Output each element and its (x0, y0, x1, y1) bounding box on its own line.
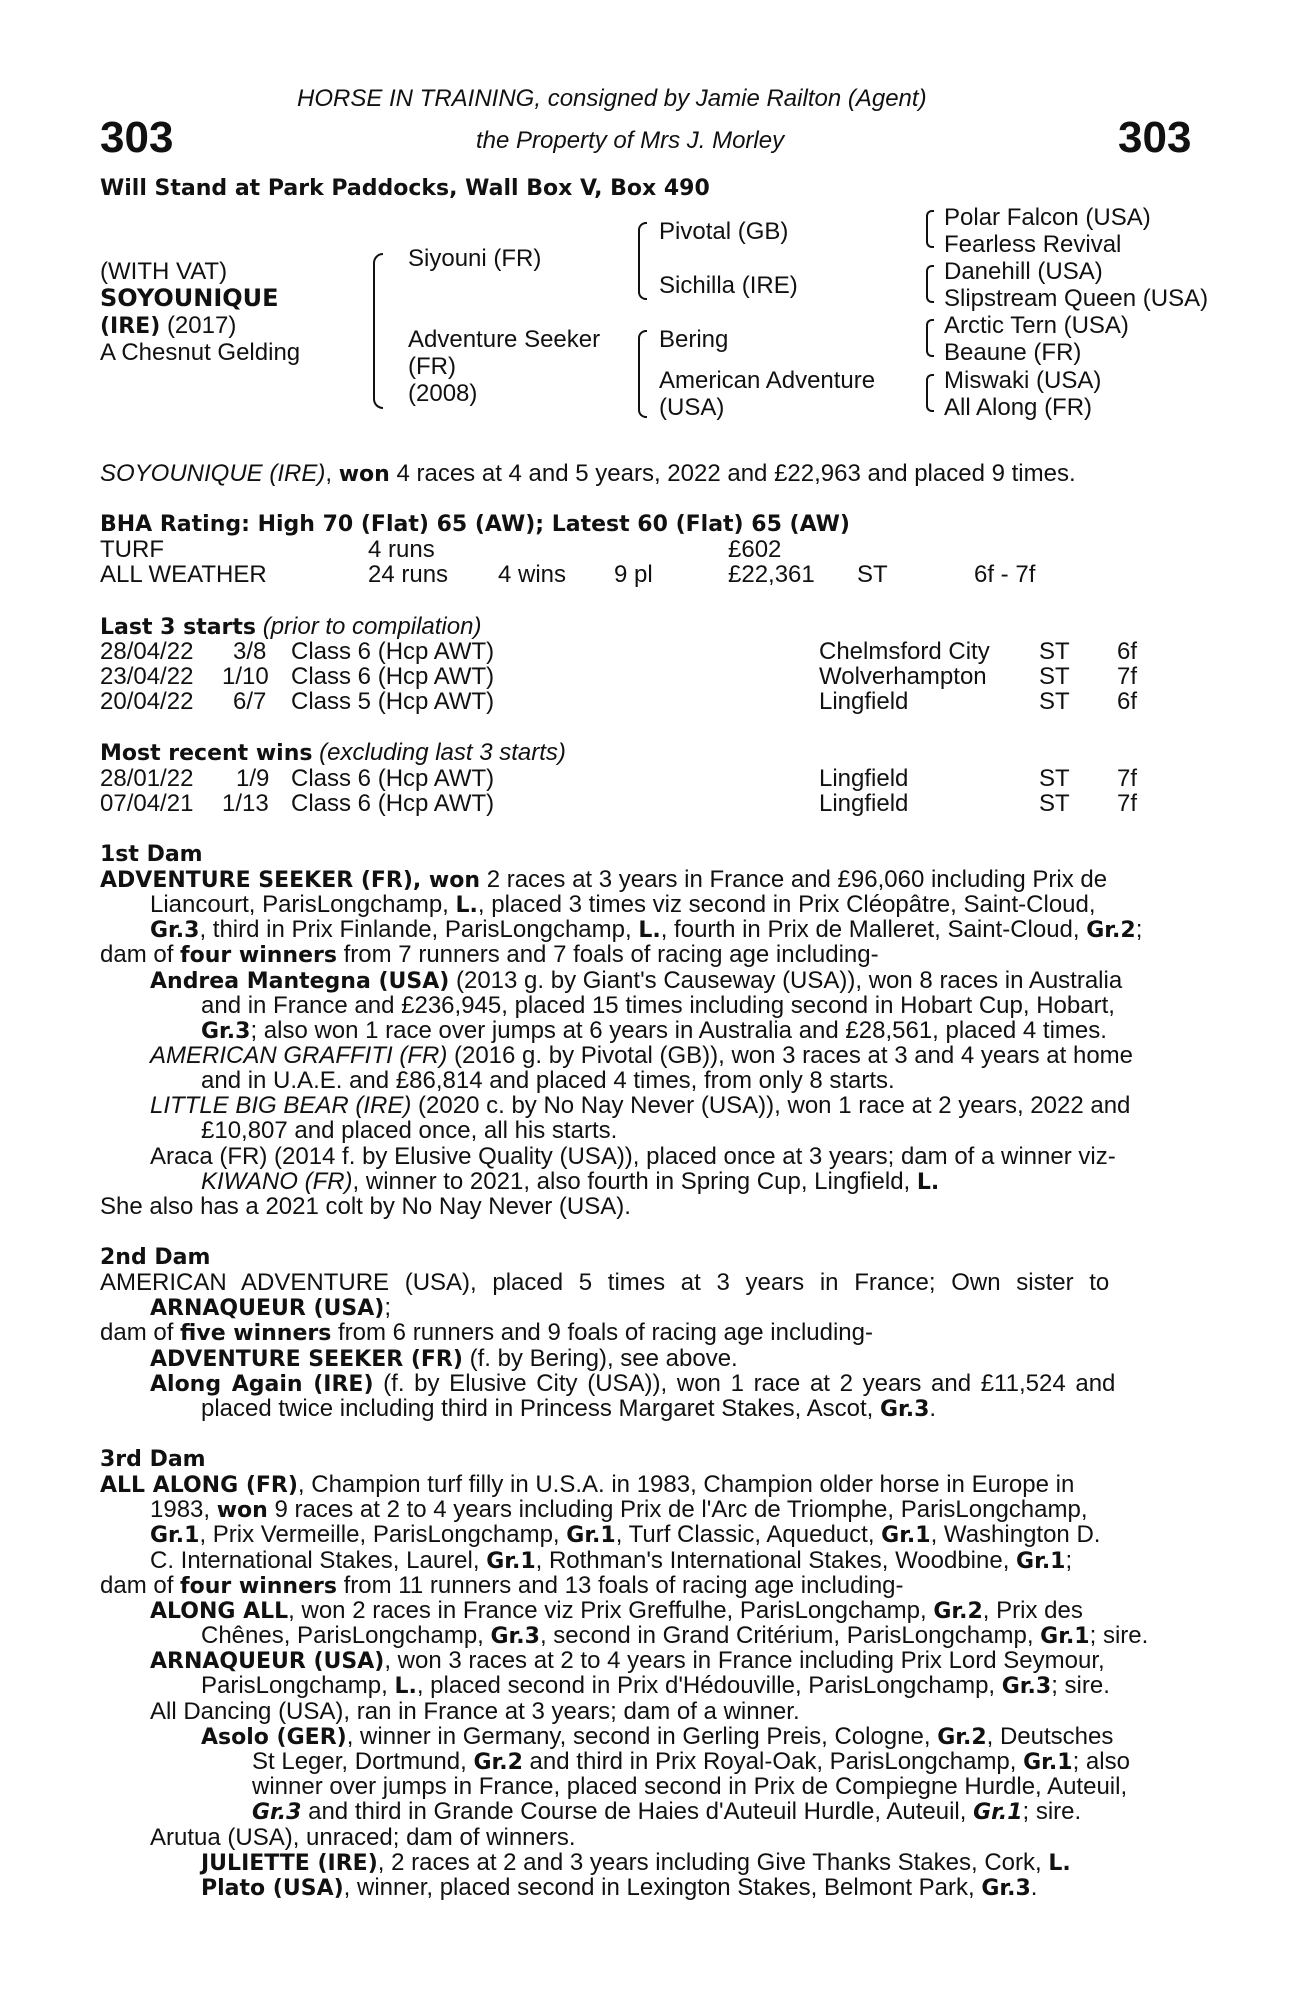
win-going: ST (1039, 765, 1070, 792)
aw-label: ALL WEATHER (100, 561, 267, 588)
turf-prize: £602 (728, 536, 782, 563)
text-line: dam of five winners from 6 runners and 9 foals of racing age including- (100, 1319, 873, 1346)
text-line: Along Again (IRE) (f. by Elusive City (USA)), won 1 race at 2 years and £11,524 and (150, 1370, 1116, 1397)
aw-wins: 4 wins (498, 561, 567, 588)
text-line: She also has a 2021 colt by No Nay Never (USA). (100, 1193, 631, 1220)
dam-dam: American Adventure (659, 367, 876, 394)
ped-sds: Danehill (USA) (944, 258, 1103, 285)
win-class: Class 6 (Hcp AWT) (291, 765, 495, 792)
start-position: 1/10 (222, 663, 269, 690)
text-line: £10,807 and placed once, all his starts. (201, 1117, 618, 1144)
text-line: LITTLE BIG BEAR (IRE) (2020 c. by No Nay Never (USA)), won 1 race at 2 years, 2022 and (150, 1092, 1131, 1119)
text-line: Gr.3; also won 1 race over jumps at 6 years in Australia and £28,561, placed 4 times. (201, 1017, 1107, 1044)
start-distance: 6f (1117, 638, 1138, 665)
ped-ssd: Fearless Revival (944, 231, 1122, 258)
horse-country-year: (IRE) (2017) (100, 312, 237, 339)
text-line: Gr.3, third in Prix Finlande, ParisLongchamp, L., fourth in Prix de Malleret, Saint-Cloud, Gr.2; (150, 916, 1143, 943)
text-line: JULIETTE (IRE), 2 races at 2 and 3 years including Give Thanks Stakes, Cork, L. (201, 1849, 1071, 1876)
section-heading: 2nd Dam (100, 1245, 211, 1270)
ped-dds: Miswaki (USA) (944, 367, 1102, 394)
aw-going: ST (857, 561, 888, 588)
start-position: 3/8 (233, 638, 267, 665)
sire: Siyouni (FR) (408, 245, 542, 272)
dam-dam-country: (USA) (659, 394, 725, 421)
text-line: and in U.A.E. and £86,814 and placed 4 times, from only 8 starts. (201, 1067, 895, 1094)
win-course: Lingfield (819, 790, 909, 817)
ped-ddd: All Along (FR) (944, 394, 1093, 421)
lot-number-right: 303 (1118, 113, 1192, 162)
section-heading: 1st Dam (100, 842, 203, 867)
turf-runs: 4 runs (368, 536, 435, 563)
win-date: 07/04/21 (100, 790, 194, 817)
dam: Adventure Seeker (408, 326, 601, 353)
text-line: Arutua (USA), unraced; dam of winners. (150, 1824, 576, 1851)
section-heading: 3rd Dam (100, 1447, 206, 1472)
win-distance: 7f (1117, 790, 1138, 817)
pedigree-brace-2 (926, 265, 934, 303)
text-line: Chênes, ParisLongchamp, Gr.3, second in Grand Critérium, ParisLongchamp, Gr.1; sire. (201, 1622, 1149, 1649)
text-line: and in France and £236,945, placed 15 times including second in Hobart Cup, Hobart, (201, 992, 1115, 1019)
text-line: 1983, won 9 races at 2 to 4 years including Prix de l'Arc de Triomphe, ParisLongchamp, (150, 1496, 1088, 1523)
text-line: All Dancing (USA), ran in France at 3 years; dam of a winner. (150, 1698, 800, 1725)
ped-dsd: Beaune (FR) (944, 339, 1082, 366)
text-line: Gr.3 and third in Grande Course de Haies d'Auteuil Hurdle, Auteuil, Gr.1; sire. (252, 1798, 1082, 1825)
bha-rating: BHA Rating: High 70 (Flat) 65 (AW); Latest 60 (Flat) 65 (AW) (100, 512, 850, 537)
ped-sss: Polar Falcon (USA) (944, 204, 1151, 231)
text-line: Andrea Mantegna (USA) (2013 g. by Giant's Causeway (USA)), won 8 races in Australia (150, 967, 1123, 994)
text-line: dam of four winners from 11 runners and 13 foals of racing age including- (100, 1572, 904, 1599)
text-line: Plato (USA), winner, placed second in Lexington Stakes, Belmont Park, Gr.3. (201, 1874, 1038, 1901)
recent-wins-heading: Most recent wins (excluding last 3 starts) (100, 739, 566, 766)
text-line: KIWANO (FR), winner to 2021, also fourth in Spring Cup, Lingfield, L. (201, 1168, 940, 1195)
text-line: ARNAQUEUR (USA); (150, 1294, 391, 1321)
start-going: ST (1039, 688, 1070, 715)
horse-name: SOYOUNIQUE (100, 284, 279, 312)
start-distance: 6f (1117, 688, 1138, 715)
text-line: AMERICAN GRAFFITI (FR) (2016 g. by Pivotal (GB)), won 3 races at 3 and 4 years at home (150, 1042, 1134, 1069)
text-line: St Leger, Dortmund, Gr.2 and third in Prix Royal-Oak, ParisLongchamp, Gr.1; also (252, 1748, 1130, 1775)
pedigree-brace-dam (638, 330, 647, 418)
start-class: Class 6 (Hcp AWT) (291, 663, 495, 690)
text-line: Gr.1, Prix Vermeille, ParisLongchamp, Gr.1, Turf Classic, Aqueduct, Gr.1, Washington D. (150, 1521, 1101, 1548)
start-course: Lingfield (819, 688, 909, 715)
start-class: Class 6 (Hcp AWT) (291, 638, 495, 665)
lot-number-left: 303 (100, 113, 174, 162)
win-date: 28/01/22 (100, 765, 194, 792)
aw-runs: 24 runs (368, 561, 449, 588)
win-class: Class 6 (Hcp AWT) (291, 790, 495, 817)
text-line: ALL ALONG (FR), Champion turf filly in U.S.A. in 1983, Champion older horse in Europe in (100, 1471, 1075, 1498)
win-position: 1/13 (222, 790, 269, 817)
start-course: Chelmsford City (819, 638, 990, 665)
pedigree-brace-3 (926, 319, 934, 357)
dam-sire: Bering (659, 326, 729, 353)
text-line: placed twice including third in Princess Margaret Stakes, Ascot, Gr.3. (201, 1395, 937, 1422)
text-line: winner over jumps in France, placed second in Prix de Compiegne Hurdle, Auteuil, (252, 1773, 1128, 1800)
start-distance: 7f (1117, 663, 1138, 690)
text-line: dam of four winners from 7 runners and 7 foals of racing age including- (100, 941, 879, 968)
win-position: 1/9 (236, 765, 270, 792)
start-going: ST (1039, 638, 1070, 665)
start-class: Class 5 (Hcp AWT) (291, 688, 495, 715)
sire-dam: Sichilla (IRE) (659, 272, 798, 299)
text-line: ParisLongchamp, L., placed second in Prix d'Hédouville, ParisLongchamp, Gr.3; sire. (201, 1672, 1110, 1699)
aw-prize: £22,361 (728, 561, 815, 588)
win-distance: 7f (1117, 765, 1138, 792)
pedigree-brace-1 (926, 210, 934, 248)
pedigree-brace-sire (638, 222, 647, 300)
pedigree-brace-4 (926, 374, 934, 412)
horse-description: A Chesnut Gelding (100, 339, 301, 366)
text-line: AMERICAN ADVENTURE (USA), placed 5 times at 3 years in France; Own sister to (100, 1269, 1110, 1296)
win-course: Lingfield (819, 765, 909, 792)
consignor-line: HORSE IN TRAINING, consigned by Jamie Railton (Agent) (297, 85, 927, 112)
ped-dss: Arctic Tern (USA) (944, 312, 1129, 339)
text-line: ALONG ALL, won 2 races in France viz Prix Greffulhe, ParisLongchamp, Gr.2, Prix des (150, 1597, 1083, 1624)
last3-heading: Last 3 starts (prior to compilation) (100, 613, 482, 640)
text-line: C. International Stakes, Laurel, Gr.1, Rothman's International Stakes, Woodbine, Gr.1; (150, 1547, 1073, 1574)
ped-sdd: Slipstream Queen (USA) (944, 285, 1209, 312)
win-going: ST (1039, 790, 1070, 817)
text-line: Araca (FR) (2014 f. by Elusive Quality (USA)), placed once at 3 years; dam of a winner viz- (150, 1143, 1116, 1170)
text-line: ADVENTURE SEEKER (FR), won 2 races at 3 years in France and £96,060 including Prix de (100, 866, 1108, 893)
start-position: 6/7 (233, 688, 267, 715)
start-date: 28/04/22 (100, 638, 194, 665)
vat-note: (WITH VAT) (100, 258, 228, 285)
dam-country: (FR) (408, 353, 456, 380)
race-summary: SOYOUNIQUE (IRE), won 4 races at 4 and 5 years, 2022 and £22,963 and placed 9 times. (100, 460, 1076, 487)
text-line: Liancourt, ParisLongchamp, L., placed 3 times viz second in Prix Cléopâtre, Saint-Cloud, (150, 891, 1096, 918)
aw-distance: 6f - 7f (974, 561, 1036, 588)
start-date: 20/04/22 (100, 688, 194, 715)
text-line: ARNAQUEUR (USA), won 3 races at 2 to 4 years in France including Prix Lord Seymour, (150, 1647, 1105, 1674)
dam-year: (2008) (408, 380, 478, 407)
stand-location: Will Stand at Park Paddocks, Wall Box V, Box 490 (100, 176, 710, 201)
sire-sire: Pivotal (GB) (659, 218, 789, 245)
text-line: Asolo (GER), winner in Germany, second in Gerling Preis, Cologne, Gr.2, Deutsches (201, 1723, 1114, 1750)
start-date: 23/04/22 (100, 663, 194, 690)
start-course: Wolverhampton (819, 663, 987, 690)
turf-label: TURF (100, 536, 164, 563)
start-going: ST (1039, 663, 1070, 690)
aw-placed: 9 pl (614, 561, 653, 588)
pedigree-brace-main (373, 253, 383, 409)
property-line: the Property of Mrs J. Morley (476, 127, 785, 154)
text-line: ADVENTURE SEEKER (FR) (f. by Bering), see above. (150, 1345, 738, 1372)
